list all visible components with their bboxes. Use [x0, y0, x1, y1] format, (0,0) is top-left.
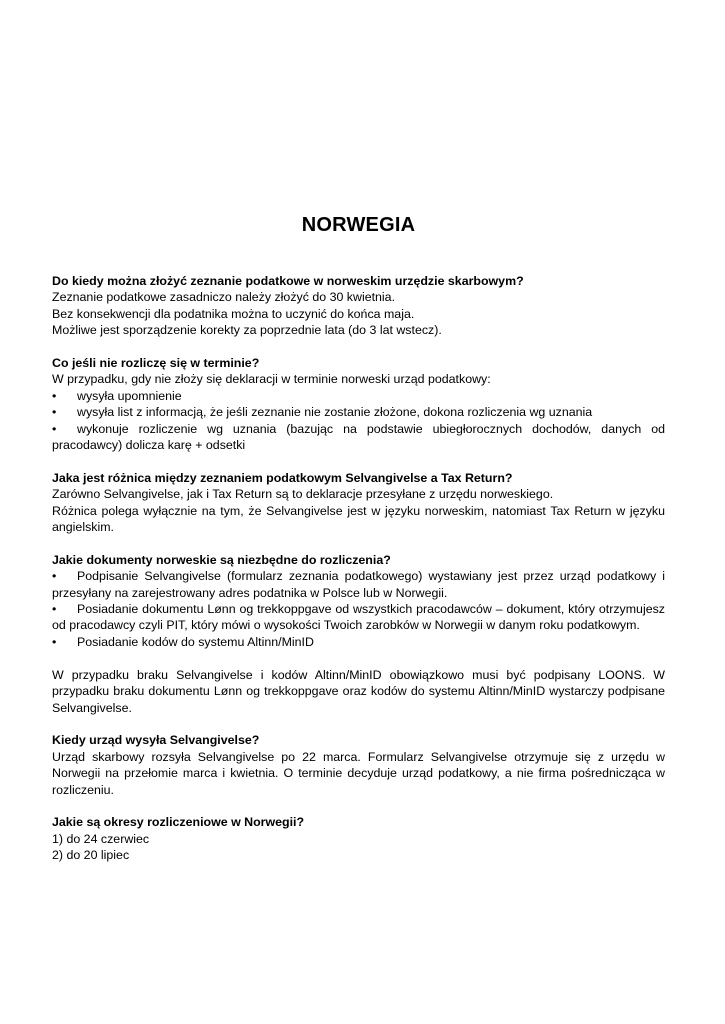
- list-item: [52, 388, 665, 404]
- bullet-list: [52, 421, 665, 454]
- section-heading: Kiedy urząd wysyła Selvangivelse?: [52, 733, 260, 748]
- paragraph: W przypadku braku Selvangivelse i kodów Altinn/MinID obowiązkowo musi być podpisany LOONS. W przypadku braku dokumentu Lønn og trekkoppgave oraz kodów do systemu Altinn/MinID wystarczy podpisane Selvangivelse.: [52, 667, 665, 715]
- text-line: 1) do 24 czerwiec: [52, 831, 150, 846]
- bullet-icon: •: [52, 602, 57, 617]
- bullet-icon: •: [52, 421, 57, 436]
- page-title: NORWEGIA: [301, 214, 416, 236]
- bullet-list: [52, 568, 665, 650]
- section-late-filing: [52, 355, 665, 453]
- text-line: 2) do 20 lipiec: [52, 848, 130, 863]
- text-line: Bez konsekwencji dla podatnika można to uczynić do końca maja.: [52, 306, 415, 321]
- section-heading: Jakie są okresy rozliczeniowe w Norwegii?: [52, 815, 305, 830]
- list-item: [52, 601, 665, 634]
- bullet-icon: •: [52, 634, 57, 649]
- text-line: Możliwe jest sporządzenie korekty za poprzednie lata (do 3 lat wstecz).: [52, 323, 442, 338]
- section-settlement-periods: [52, 814, 665, 863]
- list-item-text: Posiadanie dokumentu Lønn og trekkoppgave od wszystkich pracodawców – dokument, który otrzymujesz od pracodawcy czyli PIT, który mówi o wysokości Twoich zarobków w Norwegii w danym roku podatkowym.: [52, 602, 665, 633]
- section-selvangivelse-vs-tax-return: [52, 470, 665, 536]
- list-item-text: Podpisanie Selvangivelse (formularz zeznania podatkowego) wystawiany jest przez urząd podatkowy i przesyłany na zarejestrowany adres podatnika w Polsce lub w Norwegii.: [52, 569, 665, 600]
- list-item-text: wykonuje rozliczenie wg uznania (bazując na podstawie ubiegłorocznych dochodów, danych od pracodawcy) dolicza karę + odsetki: [52, 421, 665, 453]
- section-filing-deadline: [52, 273, 665, 339]
- bullet-icon: •: [52, 388, 57, 403]
- text-line: Zarówno Selvangivelse, jak i Tax Return są to deklaracje przesyłane z urzędu norweskiego.: [52, 487, 554, 502]
- list-item: [52, 634, 665, 650]
- text-line: W przypadku, gdy nie złoży się deklaracji w terminie norweski urząd podatkowy:: [52, 372, 491, 387]
- section-required-documents: [52, 552, 665, 650]
- bullet-icon: •: [52, 405, 57, 420]
- list-item: [52, 404, 665, 420]
- bullet-icon: •: [52, 569, 57, 584]
- list-item-text: Posiadanie kodów do systemu Altinn/MinID: [77, 634, 314, 649]
- paragraph: Urząd skarbowy rozsyła Selvangivelse po 22 marca. Formularz Selvangivelse otrzymuje się z urzędu w Norwegii na przełomie marca i kwietnia. O terminie decyduje urząd podatkowy, a nie firma pośrednicząca w rozliczeniu.: [52, 749, 665, 797]
- section-heading: Jakie dokumenty norweskie są niezbędne do rozliczenia?: [52, 552, 391, 567]
- section-missing-documents: [52, 667, 665, 716]
- text-line: Zeznanie podatkowe zasadniczo należy złożyć do 30 kwietnia.: [52, 290, 396, 305]
- list-item-text: wysyła list z informacją, że jeśli zeznanie nie zostanie złożone, dokona rozliczenia wg uznania: [77, 405, 593, 420]
- document-body: [52, 273, 665, 880]
- list-item-text: wysyła upomnienie: [77, 388, 182, 403]
- list-item: [52, 568, 665, 601]
- section-heading: Jaka jest różnica między zeznaniem podatkowym Selvangivelse a Tax Return?: [52, 470, 513, 485]
- section-heading: Do kiedy można złożyć zeznanie podatkowe w norweskim urzędzie skarbowym?: [52, 274, 524, 288]
- section-when-sent: [52, 732, 665, 798]
- list-item: [52, 421, 665, 454]
- section-heading: Co jeśli nie rozliczę się w terminie?: [52, 356, 260, 371]
- text-line: Różnica polega wyłącznie na tym, że Selvangivelse jest w języku norweskim, natomiast Tax Return w języku angielskim.: [52, 503, 665, 535]
- bullet-list: [52, 388, 665, 421]
